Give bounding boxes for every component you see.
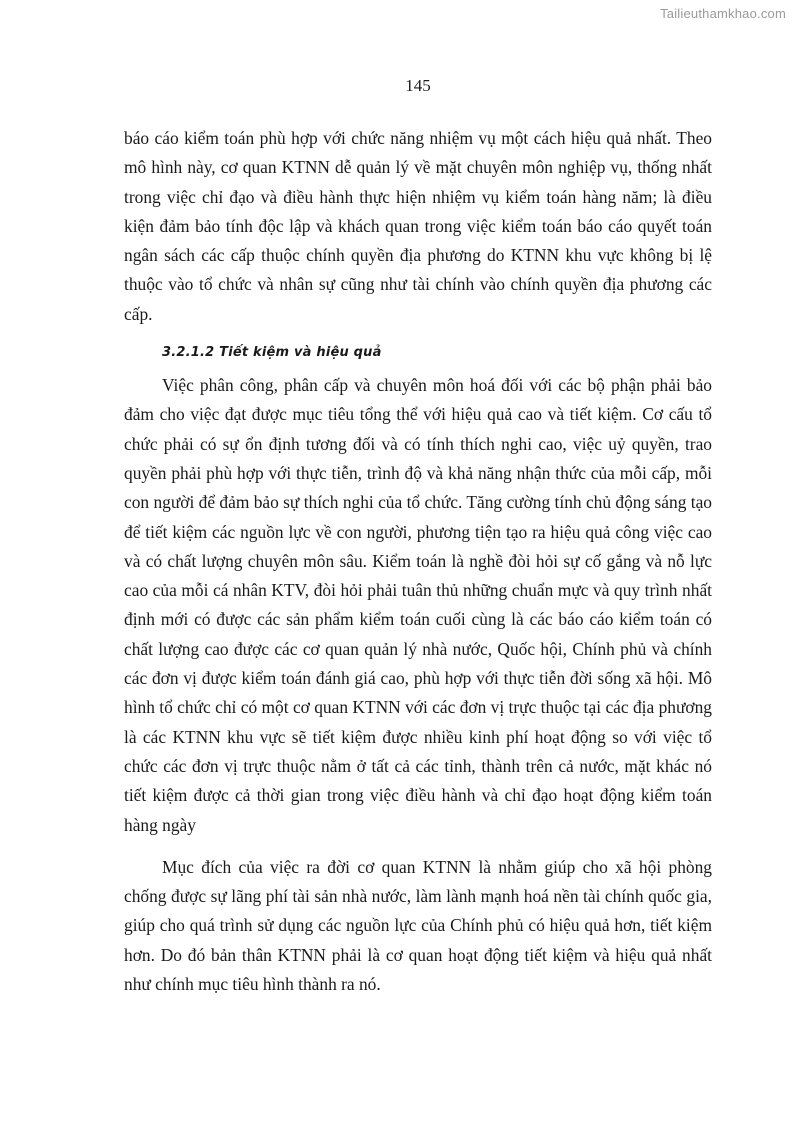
page-body <box>124 124 712 999</box>
paragraph-1: báo cáo kiểm toán phù hợp với chức năng nhiệm vụ một cách hiệu quả nhất. Theo mô hình này, cơ quan KTNN dễ quản lý về mặt chuyên môn nghiệp vụ, thống nhất trong việc chỉ đạo và điều hành thực hiện nhiệm vụ kiểm toán hàng năm; là điều kiện đảm bảo tính độc lập và khách quan trong việc kiểm toán báo cáo quyết toán ngân sách các cấp thuộc chính quyền địa phương do KTNN khu vực không bị lệ thuộc vào tổ chức và nhân sự cũng như tài chính vào chính quyền địa phương các cấp. <box>124 128 712 324</box>
section-heading: 3.2.1.2 Tiết kiệm và hiệu quả <box>162 345 382 361</box>
paragraph-2: Việc phân công, phân cấp và chuyên môn hoá đối với các bộ phận phải bảo đảm cho việc đạt được mục tiêu tổng thể với hiệu quả cao và tiết kiệm. Cơ cấu tổ chức phải có sự ổn định tương đối và có tính thích nghi cao, việc uỷ quyền, trao quyền phải phù hợp với thực tiễn, trình độ và khả năng nhận thức của mỗi cấp, mỗi con người để đảm bảo sự thích nghi của tổ chức. Tăng cường tính chủ động sáng tạo để tiết kiệm các nguồn lực về con người, phương tiện tạo ra hiệu quả công việc cao và có chất lượng chuyên môn sâu. Kiểm toán là nghề đòi hỏi sự cố gắng và nỗ lực cao của mỗi cá nhân KTV, đòi hỏi phải tuân thủ những chuẩn mực và quy trình nhất định mới có được các sản phẩm kiểm toán cuối cùng là các báo cáo kiểm toán có chất lượng cao được các cơ quan quản lý nhà nước, Quốc hội, Chính phủ và chính các đơn vị được kiểm toán đánh giá cao, phù hợp với thực tiễn đời sống xã hội. Mô hình tổ chức chỉ có một cơ quan KTNN với các đơn vị trực thuộc tại các địa phương là các KTNN khu vực sẽ tiết kiệm được nhiều kinh phí hoạt động so với việc tổ chức các đơn vị trực thuộc nằm ở tất cả các tỉnh, thành trên cả nước, mặt khác nó tiết kiệm được cả thời gian trong việc điều hành và chỉ đạo hoạt động kiểm toán hàng ngày <box>124 375 712 835</box>
page-number: 145 <box>405 76 431 95</box>
paragraph-3: Mục đích của việc ra đời cơ quan KTNN là nhằm giúp cho xã hội phòng chống được sự lãng phí tài sản nhà nước, làm lành mạnh hoá nền tài chính quốc gia, giúp cho quá trình sử dụng các nguồn lực của Chính phủ có hiệu quả hơn, tiết kiệm hơn. Do đó bản thân KTNN phải là cơ quan hoạt động tiết kiệm và hiệu quả nhất như chính mục tiêu hình thành ra nó. <box>124 856 712 995</box>
watermark: Tailieuthamkhao.com <box>660 6 786 21</box>
